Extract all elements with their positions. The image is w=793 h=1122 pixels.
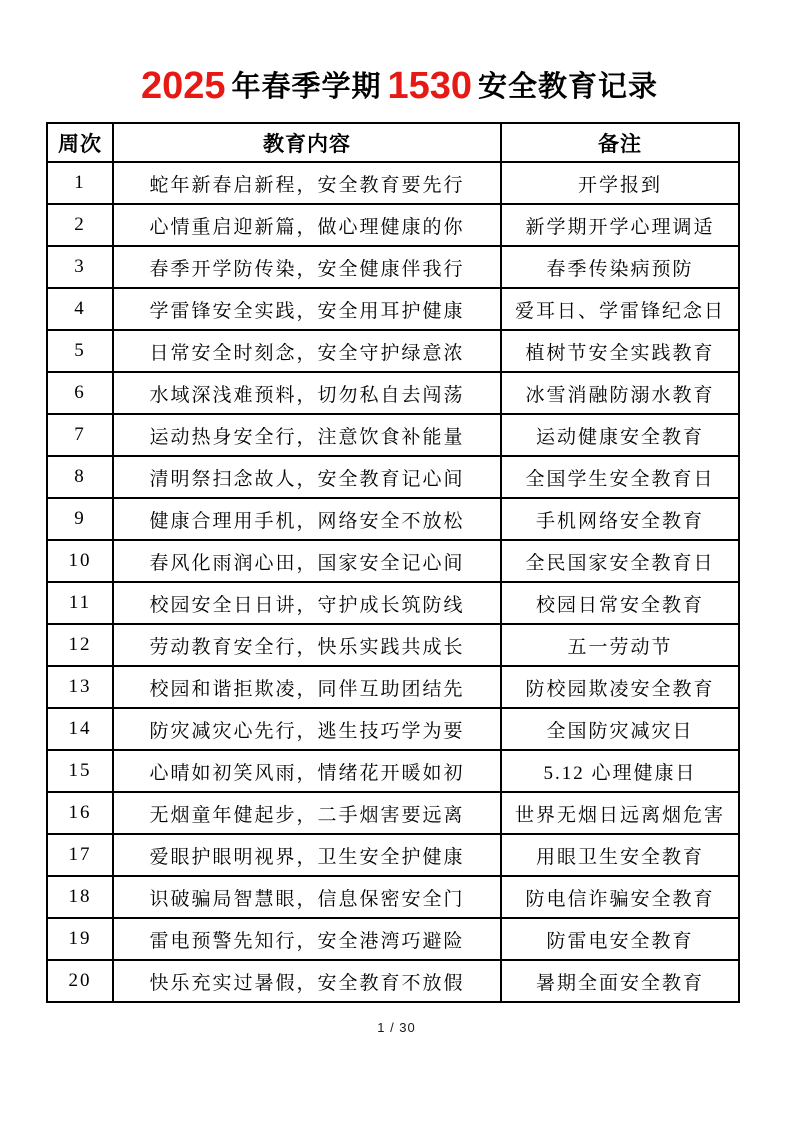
content-cell: 蛇年新春启新程，安全教育要先行 [113,162,501,204]
table-row [47,204,739,246]
week-cell: 15 [47,750,113,792]
note-cell: 世界无烟日远离烟危害 [501,792,739,834]
week-cell: 1 [47,162,113,204]
week-cell: 3 [47,246,113,288]
note-cell: 5.12 心理健康日 [501,750,739,792]
table-row [47,624,739,666]
title-record-text: 安全教育记录 [478,71,659,103]
week-cell: 12 [47,624,113,666]
table-row [47,834,739,876]
content-cell: 春风化雨润心田，国家安全记心间 [113,540,501,582]
week-cell: 8 [47,456,113,498]
table-row [47,456,739,498]
note-cell: 防校园欺凌安全教育 [501,666,739,708]
note-cell: 植树节安全实践教育 [501,330,739,372]
column-header-note: 备注 [501,123,739,162]
week-cell: 9 [47,498,113,540]
week-cell: 10 [47,540,113,582]
note-cell: 暑期全面安全教育 [501,960,739,1002]
content-cell: 日常安全时刻念，安全守护绿意浓 [113,330,501,372]
content-cell: 学雷锋安全实践，安全用耳护健康 [113,288,501,330]
week-cell: 11 [47,582,113,624]
content-cell: 心晴如初笑风雨，情绪花开暖如初 [113,750,501,792]
week-cell: 20 [47,960,113,1002]
note-cell: 冰雪消融防溺水教育 [501,372,739,414]
note-cell: 开学报到 [501,162,739,204]
content-cell: 春季开学防传染，安全健康伴我行 [113,246,501,288]
table-body [47,162,739,1002]
table-row [47,162,739,204]
note-cell: 防雷电安全教育 [501,918,739,960]
week-cell: 6 [47,372,113,414]
week-cell: 7 [47,414,113,456]
content-cell: 水域深浅难预料，切勿私自去闯荡 [113,372,501,414]
table-row [47,540,739,582]
content-cell: 雷电预警先知行，安全港湾巧避险 [113,918,501,960]
table-header-row [47,123,739,162]
table-row [47,750,739,792]
page-title [0,64,793,109]
week-cell: 2 [47,204,113,246]
week-cell: 13 [47,666,113,708]
column-header-content: 教育内容 [113,123,501,162]
table-row [47,246,739,288]
table-row [47,582,739,624]
table-row [47,330,739,372]
table-row [47,960,739,1002]
table-row [47,708,739,750]
page-number: 1 / 30 [377,1020,416,1035]
note-cell: 防电信诈骗安全教育 [501,876,739,918]
content-cell: 校园安全日日讲，守护成长筑防线 [113,582,501,624]
week-cell: 14 [47,708,113,750]
note-cell: 五一劳动节 [501,624,739,666]
content-cell: 校园和谐拒欺凌，同伴互助团结先 [113,666,501,708]
note-cell: 全国防灾减灾日 [501,708,739,750]
title-semester-text: 年春季学期 [231,71,382,103]
week-cell: 16 [47,792,113,834]
table-row [47,498,739,540]
content-cell: 心情重启迎新篇，做心理健康的你 [113,204,501,246]
table-row [47,372,739,414]
note-cell: 校园日常安全教育 [501,582,739,624]
table-row [47,792,739,834]
note-cell: 运动健康安全教育 [501,414,739,456]
week-cell: 17 [47,834,113,876]
week-cell: 5 [47,330,113,372]
table-row [47,918,739,960]
week-cell: 19 [47,918,113,960]
note-cell: 爱耳日、学雷锋纪念日 [501,288,739,330]
week-cell: 18 [47,876,113,918]
content-cell: 识破骗局智慧眼，信息保密安全门 [113,876,501,918]
title-year-number: 2025 [140,65,226,107]
week-cell: 4 [47,288,113,330]
title-class-number: 1530 [387,65,473,107]
content-cell: 快乐充实过暑假，安全教育不放假 [113,960,501,1002]
content-cell: 无烟童年健起步，二手烟害要远离 [113,792,501,834]
note-cell: 全国学生安全教育日 [501,456,739,498]
content-cell: 爱眼护眼明视界，卫生安全护健康 [113,834,501,876]
content-cell: 清明祭扫念故人，安全教育记心间 [113,456,501,498]
table-row [47,288,739,330]
content-cell: 劳动教育安全行，快乐实践共成长 [113,624,501,666]
table-row [47,414,739,456]
note-cell: 手机网络安全教育 [501,498,739,540]
content-cell: 运动热身安全行，注意饮食补能量 [113,414,501,456]
note-cell: 新学期开学心理调适 [501,204,739,246]
table-row [47,876,739,918]
safety-education-table [46,122,740,1003]
content-cell: 健康合理用手机，网络安全不放松 [113,498,501,540]
note-cell: 用眼卫生安全教育 [501,834,739,876]
content-cell: 防灾减灾心先行，逃生技巧学为要 [113,708,501,750]
note-cell: 全民国家安全教育日 [501,540,739,582]
column-header-week: 周次 [47,123,113,162]
table-row [47,666,739,708]
note-cell: 春季传染病预防 [501,246,739,288]
